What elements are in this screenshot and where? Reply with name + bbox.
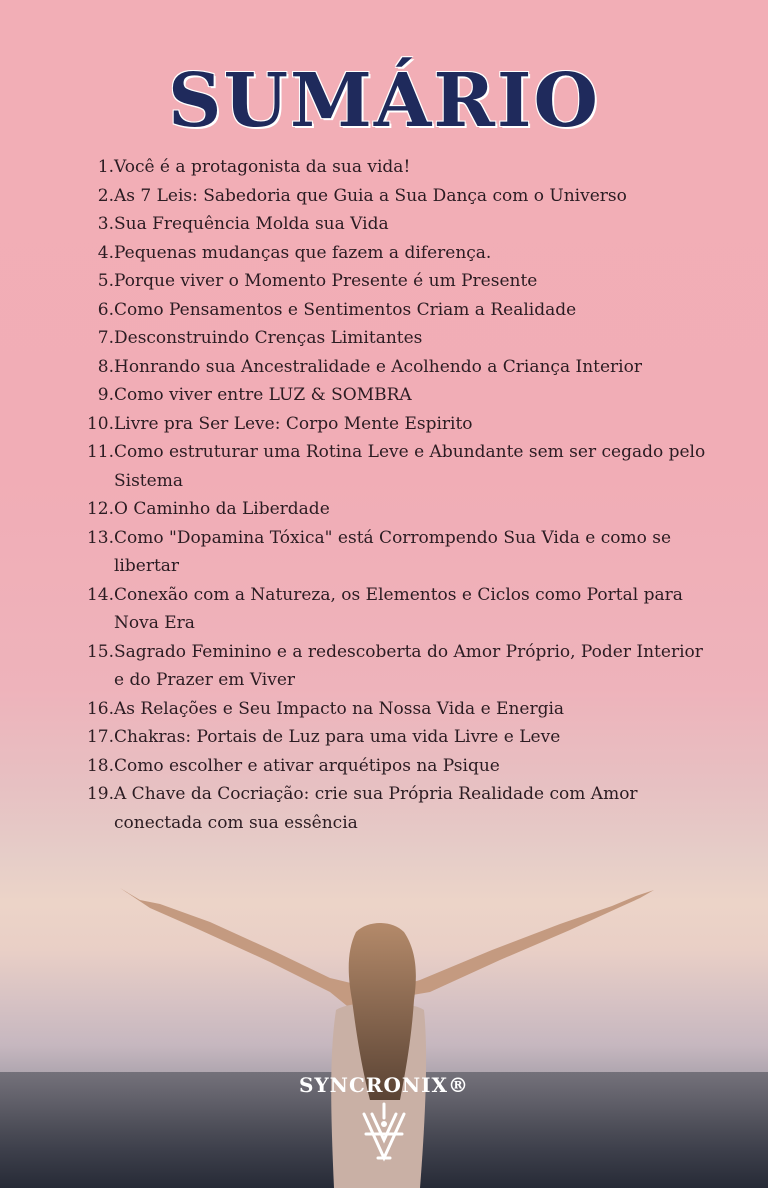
toc-item-title: Livre pra Ser Leve: Corpo Mente Espirito <box>114 413 473 434</box>
toc-item <box>86 381 706 410</box>
toc-item-title: Chakras: Portais de Luz para uma vida Livre e Leve <box>114 727 561 747</box>
toc-item <box>86 495 706 524</box>
toc-item-title: Pequenas mudanças que fazem a diferença. <box>114 242 492 263</box>
toc-item <box>86 267 706 296</box>
toc-item-title: Como escolher e ativar arquétipos na Psique <box>114 755 500 776</box>
toc-item <box>86 581 706 638</box>
toc-item-number: 18. <box>86 755 114 776</box>
toc-item-title: Sua Frequência Molda sua Vida <box>114 214 389 234</box>
toc-item-number: 6. <box>97 299 114 320</box>
toc-item-title: Como "Dopamina Tóxica" está Corrompendo Sua Vida e como se libertar <box>114 527 672 576</box>
toc-item-title: Sagrado Feminino e a redescoberta do Amor Próprio, Poder Interior e do Prazer em Viver <box>114 641 703 690</box>
toc-item <box>86 153 706 182</box>
toc-item-number: 9. <box>97 385 114 405</box>
toc-item-number: 16. <box>86 698 114 719</box>
toc-item-title: Honrando sua Ancestralidade e Acolhendo a Criança Interior <box>114 356 642 377</box>
toc-item-number: 11. <box>86 442 114 462</box>
toc-item <box>86 524 706 581</box>
toc-item <box>86 296 706 325</box>
toc-item-number: 13. <box>86 527 114 548</box>
toc-item-title: Como Pensamentos e Sentimentos Criam a Realidade <box>114 299 577 320</box>
toc-item <box>86 752 706 781</box>
toc-item <box>86 239 706 268</box>
toc-item-number: 19. <box>86 784 114 804</box>
toc-item <box>86 695 706 724</box>
toc-item-number: 7. <box>97 328 114 348</box>
syncronix-logo-icon <box>358 1100 410 1166</box>
toc-item-number: 1. <box>97 157 114 177</box>
toc-item-title: As 7 Leis: Sabedoria que Guia a Sua Dança com o Universo <box>114 185 627 206</box>
toc-item <box>86 182 706 211</box>
toc-item <box>86 324 706 353</box>
toc-item-number: 10. <box>86 413 114 434</box>
toc-item-number: 12. <box>86 499 114 519</box>
toc-item-title: Você é a protagonista da sua vida! <box>114 157 411 177</box>
toc-item-title: As Relações e Seu Impacto na Nossa Vida e Energia <box>114 698 565 719</box>
toc-item-title: Porque viver o Momento Presente é um Presente <box>114 271 538 291</box>
toc-item-number: 2. <box>97 185 114 206</box>
toc-item <box>86 210 706 239</box>
toc-item <box>86 780 706 837</box>
toc-item-number: 14. <box>86 584 114 605</box>
toc-item-title: Desconstruindo Crenças Limitantes <box>114 328 423 348</box>
page-title: SUMÁRIO <box>168 58 600 144</box>
toc-item <box>86 723 706 752</box>
toc-item-number: 8. <box>97 356 114 377</box>
toc-item <box>86 353 706 382</box>
toc-item-number: 4. <box>97 242 114 263</box>
toc-item-title: A Chave da Cocriação: crie sua Própria Realidade com Amor conectada com sua essência <box>114 784 638 833</box>
toc-item-number: 3. <box>97 214 114 234</box>
toc-item-number: 17. <box>86 727 114 747</box>
toc-item <box>86 410 706 439</box>
toc-item-number: 15. <box>86 641 114 662</box>
table-of-contents <box>86 153 706 837</box>
toc-item-number: 5. <box>97 271 114 291</box>
toc-item <box>86 438 706 495</box>
toc-item-title: O Caminho da Liberdade <box>114 499 330 519</box>
toc-item <box>86 638 706 695</box>
toc-item-title: Como estruturar uma Rotina Leve e Abundante sem ser cegado pelo Sistema <box>114 442 706 491</box>
toc-item-title: Conexão com a Natureza, os Elementos e Ciclos como Portal para Nova Era <box>114 584 683 633</box>
toc-item-title: Como viver entre LUZ & SOMBRA <box>114 385 412 405</box>
brand-name: SYNCRONIX® <box>298 1073 470 1097</box>
